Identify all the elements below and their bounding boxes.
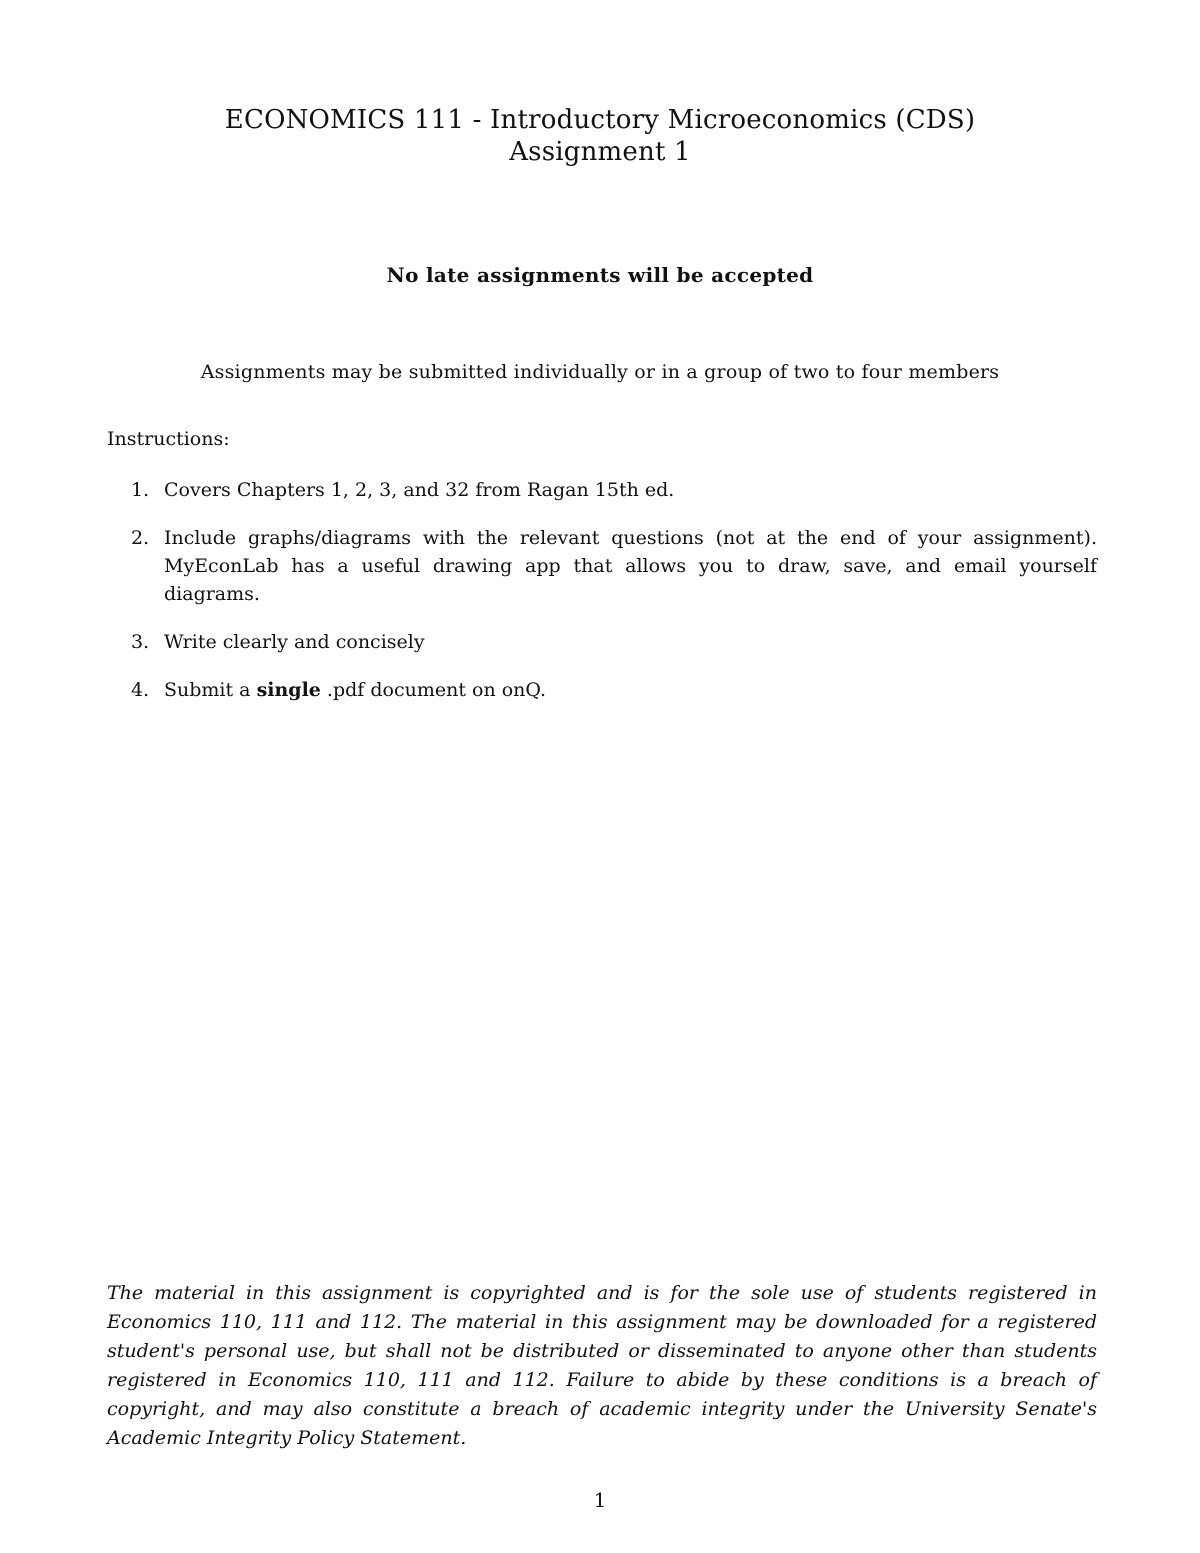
page-number: 1 — [593, 1488, 607, 1512]
course-title: ECONOMICS 111 - Introductory Microeconomics (CDS) — [224, 105, 976, 135]
instruction-text: Covers Chapters 1, 2, 3, and 32 from Ragan 15th ed. — [164, 479, 675, 501]
instruction-number: 4. — [131, 679, 150, 701]
instructions-list — [107, 476, 1097, 724]
assignment-title: Assignment 1 — [509, 137, 691, 167]
late-policy-notice: No late assignments will be accepted — [386, 263, 814, 287]
instruction-text: Include graphs/diagrams with the relevant questions (not at the end of your assignment). MyEconLab has a useful drawing app that allows you to draw, save, and email yourself diagrams. — [164, 527, 1097, 605]
instruction-number: 1. — [131, 479, 150, 501]
instruction-text: Write clearly and concisely — [164, 631, 425, 653]
submission-note: Assignments may be submitted individually or in a group of two to four members — [200, 361, 1000, 383]
instruction-number: 3. — [131, 631, 150, 653]
instructions-heading: Instructions: — [107, 428, 230, 450]
instruction-text-before: Submit a — [164, 679, 257, 701]
copyright-notice: The material in this assignment is copyrighted and is for the sole use of students registered in Economics 110, 111 and 112. The material in this assignment may be downloaded for a registered student's personal use, but shall not be distributed or disseminated to anyone other than students registered in Economics 110, 111 and 112. Failure to abide by these conditions is a breach of copyright, and may also constitute a breach of academic integrity under the University Senate's Academic Integrity Policy Statement. — [107, 1282, 1097, 1449]
instruction-item — [107, 524, 1097, 608]
instruction-text-bold: single — [256, 679, 321, 701]
instruction-text-after: .pdf document on onQ. — [320, 679, 547, 701]
instruction-item — [107, 476, 1097, 504]
instruction-item — [107, 676, 1097, 704]
title-block — [0, 104, 1200, 168]
instruction-number: 2. — [131, 527, 150, 549]
instruction-item — [107, 628, 1097, 656]
